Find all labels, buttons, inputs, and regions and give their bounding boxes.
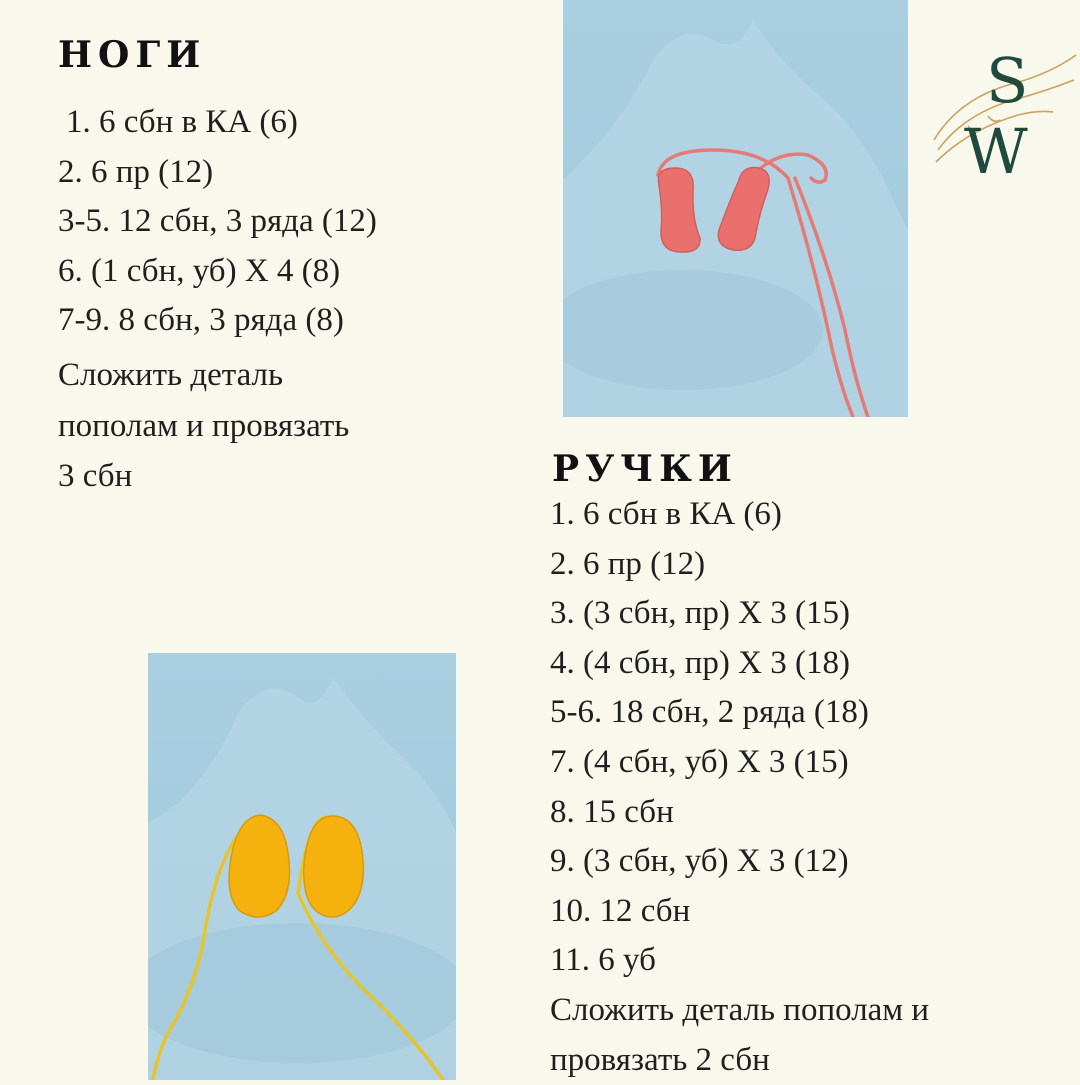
legs-note-line-3: 3 сбн [58, 458, 133, 494]
arms-step-9: 10. 12 сбн [550, 892, 691, 929]
legs-step-1: 1. 6 сбн в КА (6) [66, 104, 298, 140]
arms-note-line-1: Сложить деталь пополам и [550, 991, 930, 1028]
arms-step-4: 4. (4 сбн, пр) X 3 (18) [550, 644, 850, 681]
arms-step-6: 7. (4 сбн, уб) X 3 (15) [550, 743, 849, 780]
legs-title: НОГИ [58, 34, 207, 76]
legs-step-4: 6. (1 сбн, уб) X 4 (8) [58, 252, 341, 289]
legs-note [58, 350, 349, 502]
arms-steps [550, 490, 929, 1085]
arms-step-10: 11. 6 уб [550, 942, 656, 979]
arms-step-1: 1. 6 сбн в КА (6) [550, 496, 782, 532]
legs-step-5: 7-9. 8 сбн, 3 ряда (8) [58, 302, 344, 339]
logo-letter-s: S [986, 44, 1029, 117]
logo-letter-w: W [964, 115, 1028, 188]
arms-photo [148, 653, 456, 1080]
legs-step-3: 3-5. 12 сбн, 3 ряда (12) [58, 203, 377, 240]
arms-step-3: 3. (3 сбн, пр) X 3 (15) [550, 595, 850, 632]
arms-step-8: 9. (3 сбн, уб) X 3 (12) [550, 843, 849, 880]
legs-note-line-2: пополам и провязать [58, 407, 350, 444]
arms-step-2: 2. 6 пр (12) [550, 545, 706, 582]
arms-step-7: 8. 15 сбн [550, 793, 674, 830]
legs-step-2: 2. 6 пр (12) [58, 153, 214, 190]
arms-note-line-2: провязать 2 сбн [550, 1041, 770, 1078]
legs-steps [58, 98, 377, 346]
arms-title: РУЧКИ [552, 448, 738, 490]
legs-note-line-1: Сложить деталь [58, 357, 284, 393]
arms-step-5: 5-6. 18 сбн, 2 ряда (18) [550, 694, 869, 731]
brand-logo [928, 30, 1078, 190]
legs-photo [563, 0, 908, 417]
